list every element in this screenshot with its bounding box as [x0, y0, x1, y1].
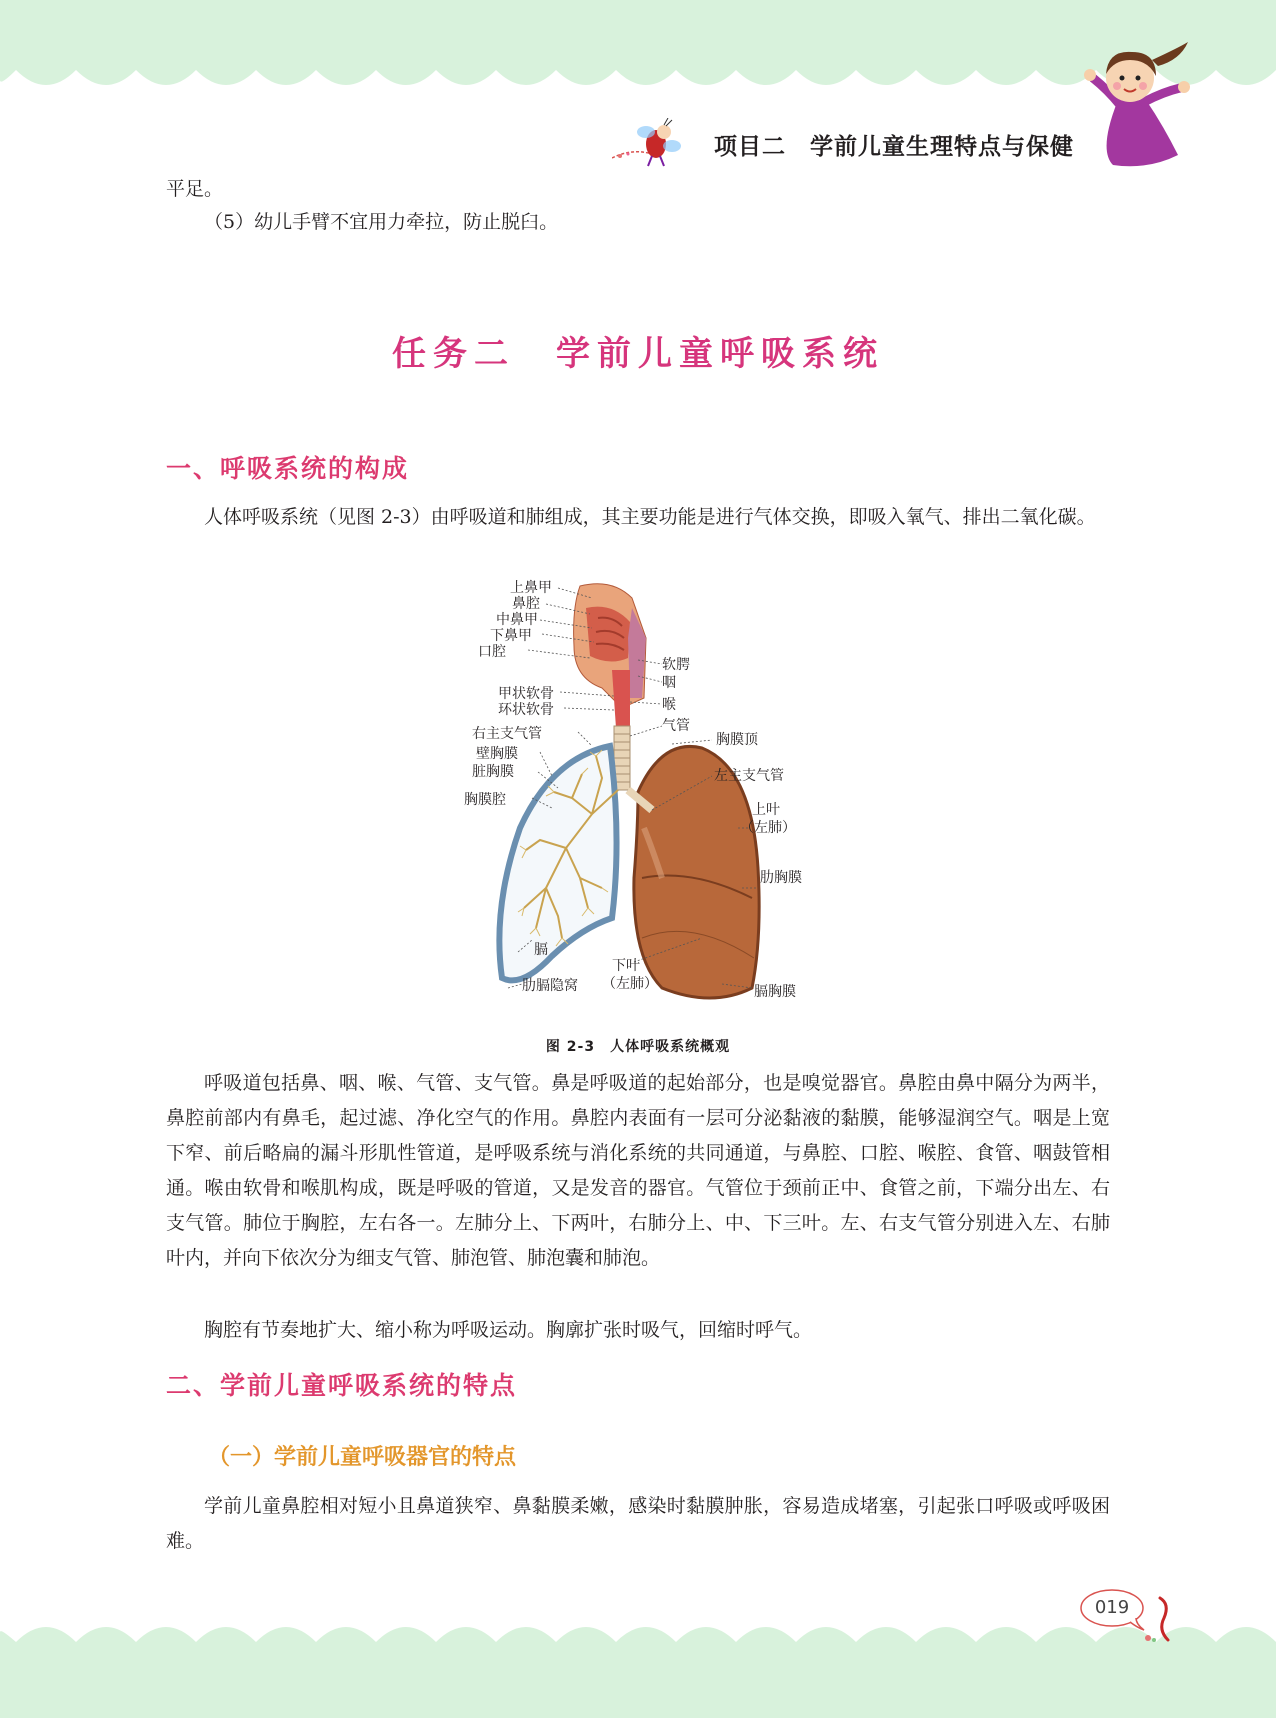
label-soft-palate: 软腭 — [662, 657, 690, 673]
section1-paragraph-2: 呼吸道包括鼻、咽、喉、气管、支气管。鼻是呼吸道的起始部分，也是嗅觉器官。鼻腔由鼻中隔分为两半，鼻腔前部内有鼻毛，起过滤、净化空气的作用。鼻腔内表面有一层可分泌黏液的黏膜，能够湿润空气。咽是上宽下窄、前后略扁的漏斗形肌性管道，是呼吸系统与消化系统的共同通道，与鼻腔、口腔、喉腔、食管、咽鼓管相通。喉由软骨和喉肌构成，既是呼吸的管道，又是发音的器官。气管位于颈前正中、食管之前，下端分出左、右支气管。肺位于胸腔，左右各一。左肺分上、下两叶，右肺分上、中、下三叶。左、右支气管分别进入左、右肺叶内，并向下依次分为细支气管、肺泡管、肺泡囊和肺泡。 — [166, 1072, 1110, 1269]
label-diaphragmatic-pleura: 膈胸膜 — [754, 984, 796, 1000]
label-cricoid-cartilage: 环状软骨 — [498, 702, 554, 718]
label-right-main-bronchus: 右主支气管 — [472, 726, 542, 742]
label-middle-nasal-concha: 中鼻甲 — [496, 612, 538, 628]
label-pleural-cupula: 胸膜顶 — [716, 732, 758, 748]
section-heading-1: 一、呼吸系统的构成 — [166, 454, 410, 483]
page-corner-doodle-icon — [1140, 1594, 1180, 1644]
label-left-lung-lower: （左肺） — [602, 976, 658, 992]
label-parietal-pleura: 壁胸膜 — [476, 746, 518, 762]
section1-intro-paragraph: 人体呼吸系统（见图 2-3）由呼吸道和肺组成，其主要功能是进行气体交换，即吸入氧气、排出二氧化碳。 — [204, 506, 1096, 528]
label-costodiaphragmatic-recess: 肋膈隐窝 — [522, 978, 578, 994]
figure-caption: 图 2-3 人体呼吸系统概观 — [545, 1039, 731, 1055]
label-lower-nasal-concha: 下鼻甲 — [490, 628, 532, 644]
page-number: 019 — [1094, 1597, 1130, 1618]
list-item-5: （5）幼儿手臂不宜用力牵拉，防止脱臼。 — [204, 211, 559, 233]
section-heading-2: 二、学前儿童呼吸系统的特点 — [166, 1371, 518, 1400]
section1-paragraph-3: 胸腔有节奏地扩大、缩小称为呼吸运动。胸廓扩张时吸气，回缩时呼气。 — [204, 1319, 813, 1341]
subsection1-paragraph-1: 学前儿童鼻腔相对短小且鼻道狭窄、鼻黏膜柔嫩，感染时黏膜肿胀，容易造成堵塞，引起张口呼吸或呼吸困难。 — [166, 1495, 1110, 1552]
label-oral-cavity: 口腔 — [478, 644, 506, 660]
label-diaphragm: 膈 — [534, 942, 548, 958]
project-header-title: 项目二 学前儿童生理特点与保健 — [714, 134, 1074, 160]
label-pharynx: 咽 — [662, 675, 676, 691]
butterfly-fairy-icon — [612, 118, 702, 170]
label-upper-lobe: 上叶 — [752, 802, 780, 818]
label-left-lung-upper: （左肺） — [740, 820, 796, 836]
label-costal-pleura: 肋胸膜 — [760, 870, 802, 886]
continued-text: 平足。 — [166, 178, 224, 200]
label-left-main-bronchus: 左主支气管 — [714, 768, 784, 784]
girl-illustration-icon — [1068, 30, 1198, 170]
label-trachea: 气管 — [662, 718, 690, 734]
label-nasal-cavity: 鼻腔 — [512, 596, 540, 612]
subsection-heading-1: （一）学前儿童呼吸器官的特点 — [208, 1444, 517, 1470]
label-visceral-pleura: 脏胸膜 — [472, 764, 514, 780]
label-lower-lobe: 下叶 — [612, 958, 640, 974]
label-thyroid-cartilage: 甲状软骨 — [498, 686, 554, 702]
task-title: 任务二 学前儿童呼吸系统 — [392, 334, 884, 374]
label-upper-nasal-concha: 上鼻甲 — [510, 580, 552, 596]
respiratory-system-figure — [462, 578, 822, 1014]
label-pleural-cavity: 胸膜腔 — [464, 792, 506, 808]
label-larynx: 喉 — [662, 697, 676, 713]
